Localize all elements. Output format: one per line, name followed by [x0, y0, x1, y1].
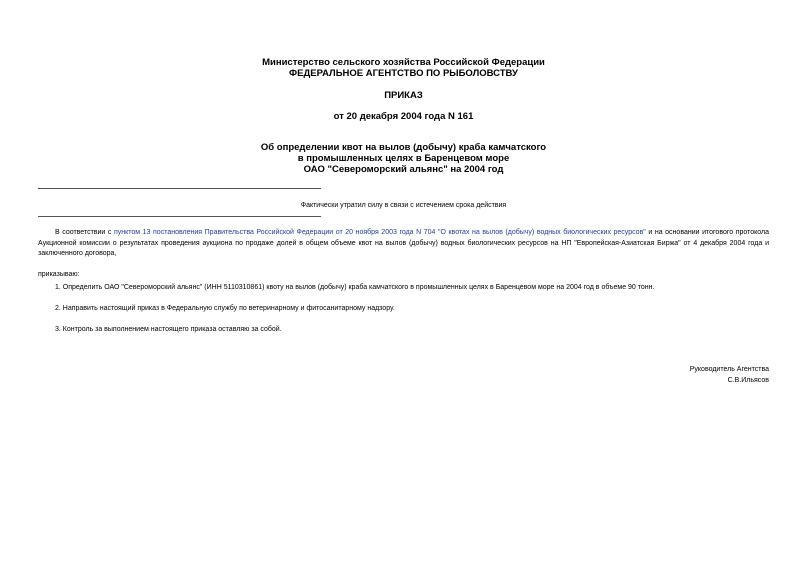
document-title-line-3: ОАО "Североморский альянс" на 2004 год: [303, 164, 504, 175]
document-date-number: от 20 декабря 2004 года N 161: [333, 111, 474, 122]
agency-name: ФЕДЕРАЛЬНОЕ АГЕНТСТВО ПО РЫБОЛОВСТВУ: [289, 68, 518, 79]
preamble-text-start: В соответствии с: [55, 229, 114, 236]
order-item-3: 3. Контроль за выполнением настоящего приказа оставляю за собой.: [55, 326, 282, 333]
document-title-line-1: Об определении квот на вылов (добычу) краба камчатского: [260, 142, 547, 153]
divider-top: [38, 188, 321, 189]
order-word: приказываю:: [38, 271, 80, 278]
ministry-name: Министерство сельского хозяйства Российской Федерации: [262, 57, 545, 68]
divider-bottom: [38, 216, 321, 217]
status-note: Фактически утратил силу в связи с истечением срока действия: [300, 202, 507, 209]
document-type: ПРИКАЗ: [384, 90, 423, 101]
signature-position: Руководитель Агентства: [689, 366, 769, 373]
preamble-text-end: и на основании итогового протокола Аукционной комиссии о результатах проведения аукциона по продаже долей в общем объеме квот на вылов (добычу) водных биологических ресурсов на НП "Европейская-Азиатская Биржа" от 4 декабря 2004 года и заключенного договора,: [38, 229, 770, 258]
document-title-line-2: в промышленных целях в Баренцевом море: [297, 153, 510, 164]
preamble-paragraph: [38, 228, 769, 260]
signature-name: С.В.Ильясов: [727, 377, 769, 384]
resolution-link[interactable]: пунктом 13 постановления Правительства Российской Федерации от 20 ноября 2003 года N 704 "О квотах на вылов (добычу) водных биологических ресурсов": [113, 229, 646, 236]
order-item-1: 1. Определить ОАО "Североморский альянс" (ИНН 5110310861) квоту на вылов (добычу) краба камчатского в промышленных целях в Баренцевом море на 2004 год в объеме 90 тонн.: [55, 284, 655, 291]
order-item-2: 2. Направить настоящий приказ в Федеральную службу по ветеринарному и фитосанитарному надзору.: [55, 305, 395, 312]
